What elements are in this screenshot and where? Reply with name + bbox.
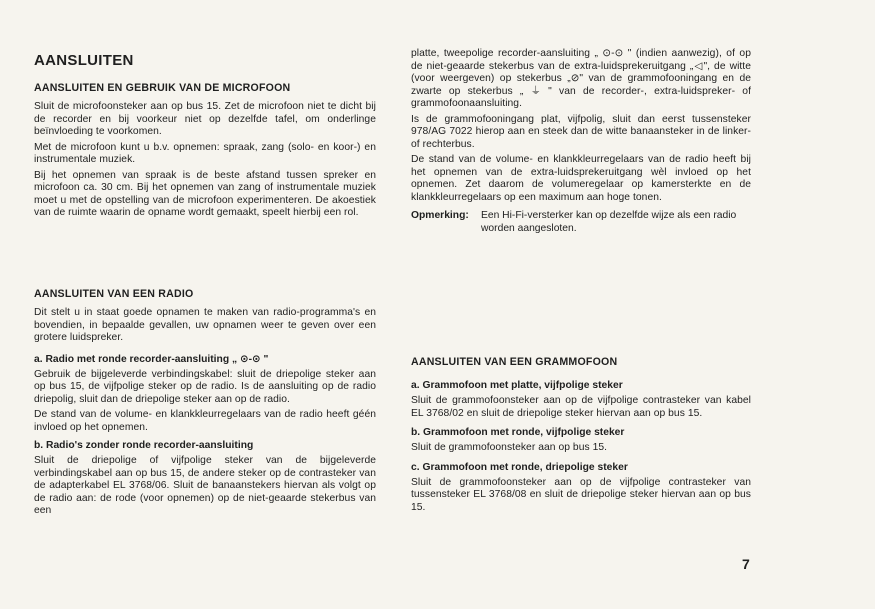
section-heading-gramophone: AANSLUITEN VAN EEN GRAMMOFOON bbox=[411, 356, 618, 368]
section-heading-microphone: AANSLUITEN EN GEBRUIK VAN DE MICROFOON bbox=[34, 82, 291, 94]
subheading-radio-b: b. Radio's zonder ronde recorder-aansluiting bbox=[34, 440, 254, 451]
paragraph: platte, tweepolige recorder-aansluiting „ ⊙-⊙ " (indien aanwezig), of op de niet-geaarde stekerbus van de extra-luidsprekeruitgang „◁", de witte (voor weergeven) op stekerbus „⊘" van de grammofooningang en de zwarte op stekerbus „ ⏚ " van de recorder-, extra-luidspreker- of grammofoonaansluiting. bbox=[411, 48, 751, 109]
page-title: AANSLUITEN bbox=[34, 52, 134, 69]
paragraph: Dit stelt u in staat goede opnamen te maken van radio-programma's en bovendien, in bepaalde gevallen, uw opnamen weer te geven over een grotere luidspreker. bbox=[34, 307, 376, 343]
left-column-radio bbox=[34, 288, 376, 521]
paragraph: De stand van de volume- en klankkleurregelaars van de radio heeft bij het opnemen van de extra-luidsprekeruitgang wèl invloed op het opnemen. Zet daarom de volumeregelaar op kamersterkte en de klankkleurregelaars op een maximum aan hoge tonen. bbox=[411, 154, 751, 203]
remark-text: Een Hi-Fi-versterker kan op dezelfde wijze als een radio worden aangesloten. bbox=[481, 210, 737, 234]
paragraph: Sluit de grammofoonsteker aan op de vijfpolige contrasteker van kabel EL 3768/02 en sluit de driepolige steker hiervan aan op bus 15. bbox=[411, 395, 751, 419]
right-column-gramophone bbox=[411, 356, 751, 517]
right-column bbox=[411, 48, 751, 235]
left-column bbox=[34, 52, 376, 223]
paragraph: Gebruik de bijgeleverde verbindingskabel: sluit de driepolige steker aan op bus 15, de vijfpolige steker op de radio. Is de aansluiting op de radio driepolig, sluit dan de driepolige steker aan op de radio. bbox=[34, 368, 376, 405]
paragraph: Is de grammofooningang plat, vijfpolig, sluit dan eerst tussensteker 978/AG 7022 hierop aan en steek dan de witte banaansteker in de linker- of rechterbus. bbox=[411, 113, 751, 150]
paragraph: Sluit de microfoonsteker aan op bus 15. Zet de microfoon niet te dicht bij de recorder en bij voorkeur niet op dezelfde tafel, om onderlinge beïnvloeding te voorkomen. bbox=[34, 101, 376, 137]
subheading-gramophone-b: b. Grammofoon met ronde, vijfpolige steker bbox=[411, 427, 625, 438]
page-number: 7 bbox=[742, 556, 750, 572]
remark bbox=[411, 210, 751, 235]
subheading-gramophone-a: a. Grammofoon met platte, vijfpolige steker bbox=[411, 380, 623, 391]
subheading-radio-a: a. Radio met ronde recorder-aansluiting „ ⊙-⊙ " bbox=[34, 353, 269, 365]
subheading-gramophone-c: c. Grammofoon met ronde, driepolige steker bbox=[411, 461, 628, 473]
paragraph: Sluit de grammofoonsteker aan op de vijfpolige contrasteker van tussensteker EL 3768/08 en sluit de driepolige steker hiervan aan op bus 15. bbox=[411, 476, 751, 513]
paragraph: Met de microfoon kunt u b.v. opnemen: spraak, zang (solo- en koor-) en instrumentale muziek. bbox=[34, 141, 376, 165]
paragraph: Sluit de grammofoonsteker aan op bus 15. bbox=[411, 442, 608, 453]
section-heading-radio: AANSLUITEN VAN EEN RADIO bbox=[34, 288, 194, 300]
paragraph: De stand van de volume- en klankkleurregelaars van de radio heeft géén invloed op het opnemen. bbox=[34, 409, 376, 433]
paragraph: Bij het opnemen van spraak is de beste afstand tussen spreker en microfoon ca. 30 cm. Bij het opnemen van zang of instrumentale muziek moet u met de opstelling van de microfoon experimenteren. De akoestiek van de ruimte waarin de opname wordt gemaakt, speelt hierbij een rol. bbox=[34, 169, 376, 218]
remark-label: Opmerking: bbox=[411, 210, 469, 221]
paragraph: Sluit de driepolige of vijfpolige steker van de bijgeleverde verbindingskabel aan op bus 15, de andere steker op de contrasteker van de adapterkabel EL 3768/06. Sluit de banaanstekers hiervan als volgt op de radio aan: de rode (voor opnemen) op de niet-geaarde stekerbus van een bbox=[34, 455, 376, 516]
